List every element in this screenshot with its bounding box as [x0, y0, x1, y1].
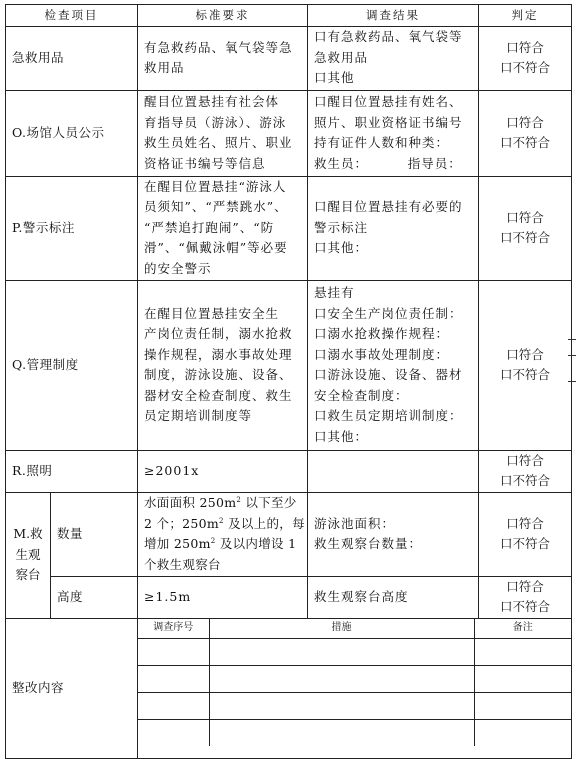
remark-cell[interactable]: [474, 692, 571, 719]
result-line: 口救生员定期培训制度：: [314, 408, 463, 423]
pass-checkbox[interactable]: 口符合: [506, 209, 544, 225]
judge-tower-quantity: [479, 492, 572, 576]
header-standard: 标准要求: [138, 5, 308, 27]
standard-line: 增加 $250m^2$ 及以内增设 1: [144, 536, 297, 551]
rectification-row: [138, 692, 571, 719]
standard-lighting: ≥2001x: [138, 450, 308, 492]
standard-line: 的安全警示: [144, 260, 212, 276]
standard-line: “严禁追打跑闹”、“防: [144, 219, 275, 235]
standard-line: 醒目位置悬挂有社会体: [144, 94, 280, 109]
row-rectification: [6, 618, 572, 758]
judge-lighting: [479, 450, 572, 492]
standard-management: [138, 280, 308, 450]
remark-cell[interactable]: [474, 719, 571, 746]
header-result: 调查结果: [308, 5, 479, 27]
inspection-table: [5, 4, 572, 759]
rectification-table: [138, 619, 571, 746]
standard-staff: [138, 90, 308, 176]
margin-mark: [568, 355, 576, 356]
seq-cell[interactable]: [138, 692, 209, 719]
result-line: 安全检查制度：: [314, 387, 409, 403]
standard-line: 在醒目位置悬挂安全生: [144, 305, 280, 321]
item-staff: O.场馆人员公示: [6, 90, 138, 176]
rectification-header: [138, 619, 571, 639]
standard-line: 救生员姓名、照片、职业: [144, 135, 293, 150]
row-tower-quantity: [6, 492, 572, 576]
result-line: 救生观察台数量：: [314, 536, 423, 551]
pass-checkbox[interactable]: 口符合: [506, 452, 544, 468]
item-lighting: R.照明: [6, 450, 138, 492]
standard-line: 员定期培训制度等: [144, 408, 253, 423]
margin-mark: [568, 339, 576, 340]
header-row: [6, 5, 572, 27]
result-line: 口其他：: [314, 428, 369, 444]
judge-management: [479, 280, 572, 450]
standard-line: 有急救药品、氧气袋等急: [144, 39, 293, 55]
result-line: 口有急救药品、氧气袋等: [314, 29, 463, 45]
row-signs: [6, 176, 572, 280]
result-line: 救生员： 指导员：: [314, 155, 462, 171]
result-line: 照片、职业资格证书编号: [314, 114, 463, 130]
standard-line: 制度，游泳设施、设备、: [144, 367, 293, 382]
standard-line: 2 个；$250m^2$ 及以上的，每: [144, 515, 305, 531]
pass-checkbox[interactable]: 口符合: [506, 39, 544, 55]
result-line: 游泳池面积：: [314, 515, 396, 531]
standard-line: 操作规程，溺水事故处理: [144, 346, 293, 362]
remark-cell[interactable]: [474, 638, 571, 665]
measure-cell[interactable]: [209, 665, 474, 692]
item-tower: [6, 492, 51, 618]
measure-cell[interactable]: [209, 692, 474, 719]
result-line: 口溺水抢救操作规程：: [314, 326, 450, 341]
header-item: 检查项目: [6, 5, 138, 27]
row-staff: [6, 90, 572, 176]
item-tower-line: M.救: [13, 526, 43, 542]
row-lighting: [6, 450, 572, 492]
judge-signs: [479, 176, 572, 280]
standard-line: 育指导员（游泳）、游泳: [144, 114, 287, 130]
standard-line: 产岗位责任制，溺水抢救: [144, 326, 293, 341]
seq-cell[interactable]: [138, 638, 209, 665]
result-management: [308, 280, 479, 450]
result-first-aid: [308, 26, 479, 90]
fail-checkbox[interactable]: 口不符合: [499, 599, 550, 614]
item-signs: P.警示标注: [6, 176, 138, 280]
standard-first-aid: [138, 26, 308, 90]
row-tower-height: [6, 576, 572, 618]
col-measure: 措施: [209, 619, 474, 639]
fail-checkbox[interactable]: 口不符合: [499, 536, 550, 551]
seq-cell[interactable]: [138, 719, 209, 746]
standard-line: 员须知”、“严禁跳水”、: [144, 199, 288, 215]
result-line: 口其他: [314, 70, 355, 86]
item-first-aid: 急救用品: [6, 26, 138, 90]
standard-line: 救用品: [144, 60, 185, 75]
result-line: 口溺水事故处理制度：: [314, 346, 450, 362]
result-line: 口其他：: [314, 240, 369, 256]
result-line: 口醒目位置悬挂有姓名、: [314, 94, 463, 109]
pass-checkbox[interactable]: 口符合: [506, 578, 544, 594]
result-tower-quantity: [308, 492, 479, 576]
tower-quantity-label: 数量: [51, 492, 138, 576]
result-staff: [308, 90, 479, 176]
rectification-row: [138, 638, 571, 665]
rectification-grid: [138, 618, 572, 758]
rectification-row: [138, 665, 571, 692]
col-remark: 备注: [474, 619, 571, 639]
measure-cell[interactable]: [209, 719, 474, 746]
row-first-aid: [6, 26, 572, 90]
fail-checkbox[interactable]: 口不符合: [499, 473, 550, 488]
judge-tower-height: [479, 576, 572, 618]
pass-checkbox[interactable]: 口符合: [506, 114, 544, 130]
measure-cell[interactable]: [209, 638, 474, 665]
header-judge: 判定: [479, 5, 572, 27]
pass-checkbox[interactable]: 口符合: [506, 346, 544, 362]
item-management: Q.管理制度: [6, 280, 138, 450]
remark-cell[interactable]: [474, 665, 571, 692]
fail-checkbox[interactable]: 口不符合: [499, 60, 550, 75]
result-line: 急救用品: [314, 49, 369, 65]
judge-first-aid: [479, 26, 572, 90]
standard-line: 资格证书编号等信息: [144, 155, 266, 171]
item-tower-line: 生观: [15, 546, 41, 562]
result-lighting: [308, 450, 479, 492]
standard-tower-quantity: [138, 492, 308, 576]
result-line: 悬挂有: [314, 285, 355, 300]
result-tower-height: 救生观察台高度: [308, 576, 479, 618]
standard-line: 在醒目位置悬挂“游泳人: [144, 178, 287, 194]
standard-line: 水面面积 $250m^2$ 以下至少: [144, 495, 297, 510]
item-rectification: 整改内容: [6, 618, 138, 758]
fail-checkbox[interactable]: 口不符合: [499, 230, 550, 245]
standard-tower-height: ≥1.5m: [138, 576, 308, 618]
seq-cell[interactable]: [138, 665, 209, 692]
result-line: 警示标注: [314, 219, 369, 235]
result-signs: [308, 176, 479, 280]
fail-checkbox[interactable]: 口不符合: [499, 367, 550, 382]
judge-staff: [479, 90, 572, 176]
item-tower-line: 察台: [15, 567, 41, 583]
standard-line: 器材安全检查制度、救生: [144, 387, 293, 403]
result-line: 口游泳设施、设备、器材: [314, 367, 463, 382]
result-line: 持有证件人数和种类：: [314, 135, 450, 150]
standard-line: 滑”、“佩戴泳帽”等必要: [144, 240, 288, 256]
pass-checkbox[interactable]: 口符合: [506, 515, 544, 531]
margin-mark: [568, 381, 576, 382]
standard-signs: [138, 176, 308, 280]
result-line: 口醒目位置悬挂有必要的: [314, 199, 463, 215]
col-seq: 调查序号: [138, 619, 209, 639]
rectification-row: [138, 719, 571, 746]
fail-checkbox[interactable]: 口不符合: [499, 135, 550, 150]
row-management: [6, 280, 572, 450]
tower-height-label: 高度: [51, 576, 138, 618]
result-line: 口安全生产岗位责任制：: [314, 305, 463, 321]
standard-line: 个救生观察台: [144, 556, 221, 572]
